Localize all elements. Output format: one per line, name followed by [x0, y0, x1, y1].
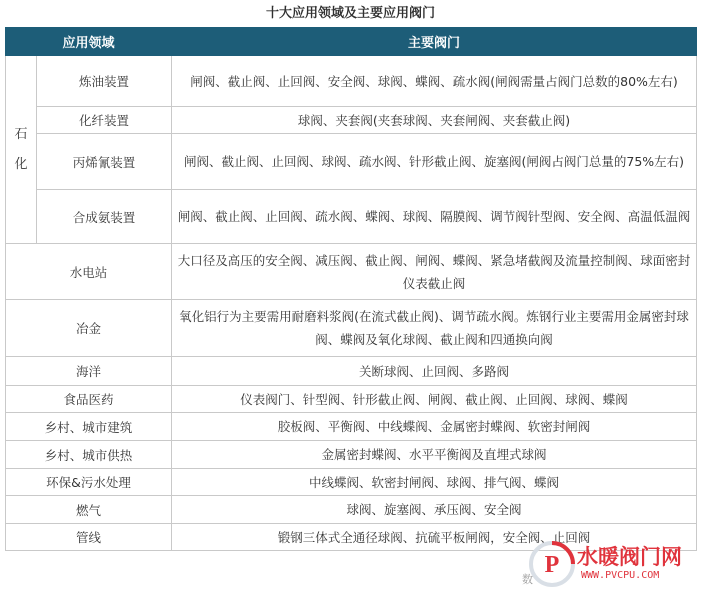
valves-cell: 中线蝶阀、软密封闸阀、球阀、排气阀、蝶阀: [172, 469, 697, 496]
field-cell: 乡村、城市供热: [6, 441, 172, 469]
petrochem-group-cell: [6, 56, 37, 244]
watermark: [527, 539, 697, 589]
field-cell: 食品医药: [6, 386, 172, 413]
field-cell: 冶金: [6, 300, 172, 357]
valves-cell: 球阀、夹套阀(夹套球阀、夹套闸阀、夹套截止阀): [172, 107, 697, 134]
table-row: [6, 386, 697, 413]
table-row: [6, 56, 697, 107]
table-row: [6, 300, 697, 357]
valves-cell: 闸阀、截止阀、止回阀、疏水阀、蝶阀、球阀、隔膜阀、调节阀针型阀、安全阀、高温低温阀: [172, 190, 697, 244]
field-cell: 水电站: [6, 244, 172, 300]
source-note: 数: [522, 573, 533, 586]
watermark-site-name: 水暖阀门网: [577, 545, 682, 569]
field-cell: 海洋: [6, 357, 172, 386]
valves-cell: 金属密封蝶阀、水平平衡阀及直埋式球阀: [172, 441, 697, 469]
valves-cell: 球阀、旋塞阀、承压阀、安全阀: [172, 496, 697, 524]
valves-cell: 仪表阀门、针型阀、针形截止阀、闸阀、截止阀、止回阀、球阀、蝶阀: [172, 386, 697, 413]
field-cell: 环保&污水处理: [6, 469, 172, 496]
table-row: [6, 469, 697, 496]
valves-cell: 闸阀、截止阀、止回阀、球阀、疏水阀、针形截止阀、旋塞阀(闸阀占阀门总量的75%左右): [172, 134, 697, 190]
valves-cell: 锻钢三体式全通径球阀、抗硫平板闸阀，安全阀、止回阀: [172, 524, 697, 551]
table-row: [6, 413, 697, 441]
valves-cell: 胶板阀、平衡阀、中线蝶阀、金属密封蝶阀、软密封闸阀: [172, 413, 697, 441]
valves-cell: 大口径及高压的安全阀、减压阀、截止阀、闸阀、蝶阀、紧急堵截阀及流量控制阀、球面密封仪表截止阀: [172, 244, 697, 300]
valves-cell: 氧化铝行为主要需用耐磨料浆阀(在流式截止阀)、调节疏水阀。炼钢行业主要需用金属密封球阀、蝶阀及氧化球阀、截止阀和四通换向阀: [172, 300, 697, 357]
table-header-row: [6, 28, 697, 56]
petrochem-char-1: 石: [14, 126, 28, 142]
table-row: [6, 496, 697, 524]
table-row: [6, 107, 697, 134]
valves-cell: 关断球阀、止回阀、多路阀: [172, 357, 697, 386]
field-cell: 管线: [6, 524, 172, 551]
sub-field-cell: 合成氨装置: [37, 190, 172, 244]
sub-field-cell: 炼油装置: [37, 56, 172, 107]
table-row: [6, 134, 697, 190]
field-cell: 燃气: [6, 496, 172, 524]
pvcpu-logo-icon: [529, 541, 575, 587]
table-row: [6, 441, 697, 469]
header-main-valves: 主要阀门: [172, 28, 697, 56]
valve-application-table: [5, 27, 697, 551]
logo-letter: P: [544, 552, 560, 578]
table-title: 十大应用领域及主要应用阀门: [265, 6, 435, 21]
table-row: [6, 357, 697, 386]
field-cell: 乡村、城市建筑: [6, 413, 172, 441]
watermark-url: WWW.PVCPU.COM: [581, 570, 660, 581]
table-row: [6, 190, 697, 244]
petrochem-char-2: 化: [14, 156, 28, 172]
table-row: [6, 244, 697, 300]
sub-field-cell: 化纤装置: [37, 107, 172, 134]
valves-cell: 闸阀、截止阀、止回阀、安全阀、球阀、蝶阀、疏水阀(闸阀需量占阀门总数的80%左右): [172, 56, 697, 107]
sub-field-cell: 丙烯氰装置: [37, 134, 172, 190]
header-application-field: 应用领域: [6, 28, 172, 56]
